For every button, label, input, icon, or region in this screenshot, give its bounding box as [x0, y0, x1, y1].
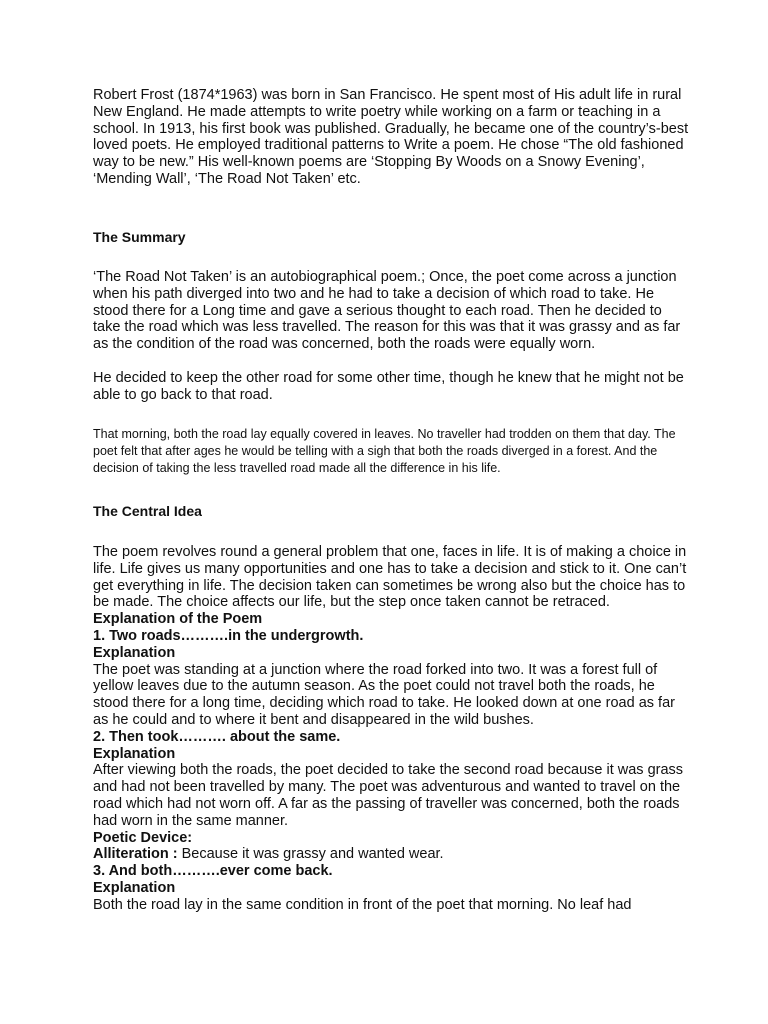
stanza-3-title: 3. And both……….ever come back.	[93, 863, 333, 880]
explanation-label: Explanation	[93, 879, 176, 896]
central-idea-paragraph: The poem revolves round a general problem that one, faces in life. It is of making a choice in life. Life gives us many opportunities and one has to take a decision and stick to it. One can’t get everything in life. The decision taken can sometimes be wrong also but the choice has to be made. The choice affects our life, but the step once taken cannot be retraced.	[93, 544, 687, 611]
summary-paragraph-2: He decided to keep the other road for some other time, though he knew that he might not be able to go back to that road.	[93, 370, 684, 403]
explanation-label: Explanation	[93, 745, 176, 762]
central-idea-heading: The Central Idea	[93, 503, 202, 519]
summary-paragraph-1: ‘The Road Not Taken’ is an autobiographical poem.; Once, the poet come across a junction when his path diverged into two and he had to take a decision of which road to take. He stood there for a Long time and gave a serious thought to each road. Then he decided to take the road which was less travelled. The reason for this was that it was grassy and as far as the condition of the road was concerned, both the roads were equally worn.	[93, 269, 681, 353]
intro-paragraph: Robert Frost (1874*1963) was born in San Francisco. He spent most of His adult life in rural New England. He made attempts to write poetry while working on a farm or teaching in a school. In 1913, his first book was published. Gradually, he became one of the country’s-best loved poets. He employed traditional patterns to Write a poem. He chose “The old fashioned way to be new.” His well-known poems are ‘Stopping By Woods on a Snowy Evening’, ‘Mending Wall’, ‘The Road Not Taken’ etc.	[93, 87, 689, 187]
explanation-heading: Explanation of the Poem	[93, 611, 263, 628]
stanza-3-explanation: Both the road lay in the same condition in front of the poet that morning. No leaf had	[93, 896, 632, 913]
poetic-device-label: Poetic Device:	[93, 829, 193, 846]
explanation-label: Explanation	[93, 644, 176, 661]
summary-heading: The Summary	[93, 229, 186, 245]
summary-paragraph-3: That morning, both the road lay equally covered in leaves. No traveller had trodden on them that day. The poet felt that after ages he would be telling with a sigh that both the roads diverged in a forest. And the decision of taking the less travelled road made all the difference in his life.	[93, 427, 676, 475]
stanza-1-explanation: The poet was standing at a junction where the road forked into two. It was a forest full of yellow leaves due to the autumn season. As the poet could not travel both the roads, he stood there for a long time, deciding which road to take. He looked down at one road as far as he could and to where it bent and disappeared in the wild bushes.	[93, 661, 675, 728]
alliteration-label: Alliteration :	[93, 846, 178, 863]
explanation-block	[93, 544, 693, 914]
stanza-2-explanation: After viewing both the roads, the poet decided to take the second road because it was grass and had not been travelled by many. The poet was adventurous and wanted to travel on the road which had not worn off. A far as the passing of traveller was concerned, both the roads had worn in the same manner.	[93, 762, 684, 829]
stanza-2-title: 2. Then took………. about the same.	[93, 728, 341, 745]
alliteration-line	[93, 846, 693, 863]
stanza-1-title: 1. Two roads……….in the undergrowth.	[93, 627, 364, 644]
alliteration-text: Because it was grassy and wanted wear.	[177, 846, 444, 863]
